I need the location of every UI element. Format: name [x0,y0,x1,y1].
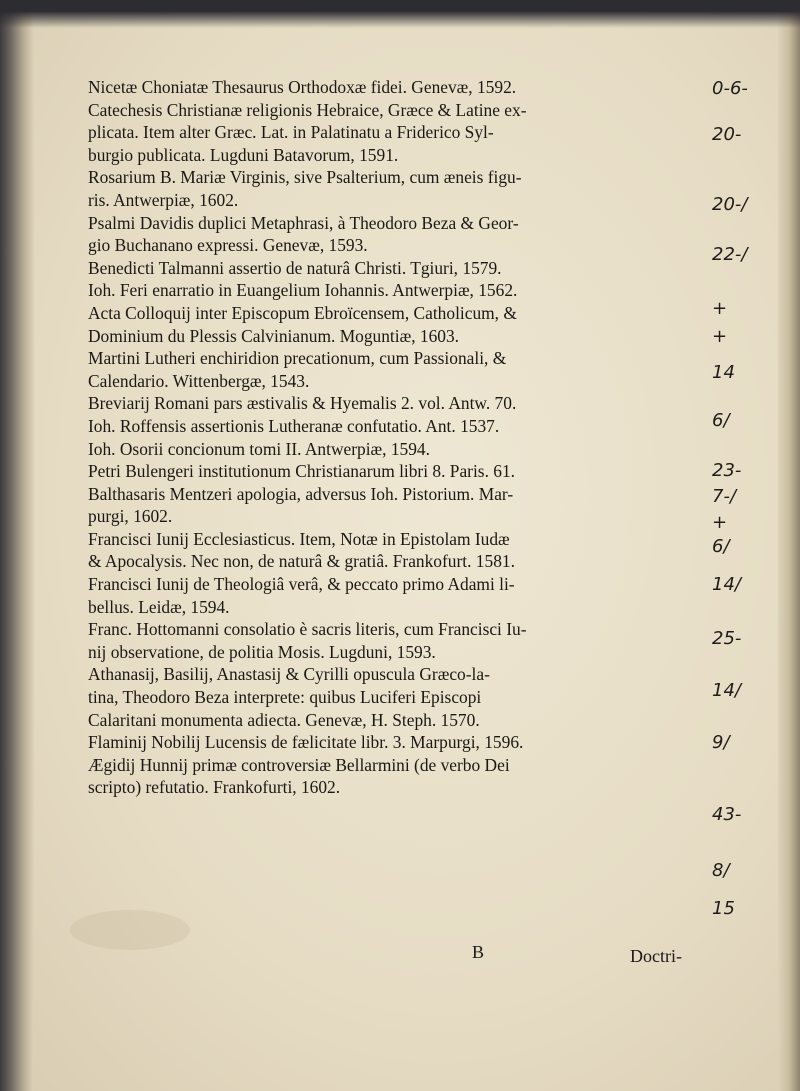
margin-note: 14/ [712,680,741,701]
entry-line: ris. Antwerpiæ, 1602. [88,189,239,210]
margin-note: 9/ [712,732,730,753]
entry-line: Dominium du Plessis Calvinianum. Moguntiæ, 1603. [88,325,460,346]
catalog-entry [88,415,710,438]
entry-line: purgi, 1602. [88,506,173,527]
catalog-entry [88,573,710,618]
signature-mark: B [472,942,485,962]
entry-line: Acta Colloquij inter Episcopum Ebroïcensem, Catholicum, & [88,302,517,323]
margin-note: 23- [712,460,742,481]
catalog-entry [88,618,710,663]
margin-note: 25- [712,628,742,649]
entry-line: Psalmi Davidis duplici Metaphrasi, à Theodoro Beza & Geor- [88,212,519,233]
entry-line: Flaminij Nobilij Lucensis de fælicitate libr. 3. Marpurgi, 1596. [88,732,524,753]
margin-note: 43- [712,804,742,825]
margin-note: 6/ [712,410,730,431]
margin-note: 6/ [712,536,730,557]
margin-note: 14/ [712,574,741,595]
margin-note: + [712,298,728,319]
entry-line: Nicetæ Choniatæ Thesaurus Orthodoxæ fidei. Genevæ, 1592. [88,77,517,97]
margin-note: 15 [712,898,735,919]
catalog-entries [88,76,710,799]
margin-note: 20-/ [712,194,748,215]
entry-line: Ægidij Hunnij primæ controversiæ Bellarmini (de verbo Dei [88,754,510,775]
catalog-entry [88,731,710,754]
catalog-entry [88,302,710,347]
book-binding [0,0,34,1091]
entry-line: Francisci Iunij Ecclesiasticus. Item, Notæ in Epistolam Iudæ [88,528,510,549]
entry-line: plicata. Item alter Græc. Lat. in Palatinatu a Friderico Syl- [88,122,494,143]
margin-note: 20- [712,124,742,145]
catalog-entry [88,99,710,167]
entry-line: Calaritani monumenta adiecta. Genevæ, H. Steph. 1570. [88,709,480,730]
entry-line: Calendario. Wittenbergæ, 1543. [88,370,310,391]
margin-note: + [712,512,728,533]
entry-line: Petri Bulengeri institutionum Christianarum libri 8. Paris. 61. [88,461,516,482]
catchword: Doctri- [630,946,682,966]
catalog-entry [88,528,710,573]
entry-line: Ioh. Roffensis assertionis Lutheranæ confutatio. Ant. 1537. [88,415,500,436]
entry-line: tina, Theodoro Beza interprete: quibus Luciferi Episcopi [88,687,482,708]
margin-note: 8/ [712,860,730,881]
top-shadow [0,0,800,28]
entry-line: Breviarij Romani pars æstivalis & Hyemalis 2. vol. Antw. 70. [88,393,517,414]
entry-line: & Apocalysis. Nec non, de naturâ & gratiâ. Frankofurt. 1581. [88,551,515,572]
catalog-entry [88,279,710,302]
entry-line: Ioh. Feri enarratio in Euangelium Iohannis. Antwerpiæ, 1562. [88,280,518,301]
entry-line: bellus. Leidæ, 1594. [88,596,230,617]
catalog-entry [88,347,710,392]
entry-line: gio Buchanano expressi. Genevæ, 1593. [88,235,368,256]
catalog-entry [88,663,710,731]
page-footer [0,942,800,972]
entry-line: scripto) refutatio. Frankofurti, 1602. [88,777,341,798]
entry-line: Rosarium B. Mariæ Virginis, sive Psalterium, cum æneis figu- [88,167,522,188]
margin-note: 0-6- [712,78,748,99]
catalog-entry [88,438,710,461]
entry-line: Franc. Hottomanni consolatio è sacris literis, cum Francisci Iu- [88,619,527,640]
margin-note: 22-/ [712,244,748,265]
catalog-entry [88,460,710,483]
entry-line: Benedicti Talmanni assertio de naturâ Christi. Tgiuri, 1579. [88,257,502,278]
page-edge [778,0,800,1091]
catalog-entry [88,483,710,528]
entry-line: Francisci Iunij de Theologiâ verâ, & peccato primo Adami li- [88,574,515,595]
catalog-entry [88,392,710,415]
entry-line: nij observatione, de politia Mosis. Lugduni, 1593. [88,641,436,662]
catalog-entry [88,257,710,280]
entry-line: Balthasaris Mentzeri apologia, adversus Ioh. Pistorium. Mar- [88,483,514,504]
margin-note: + [712,326,728,347]
margin-note: 7-/ [712,486,737,507]
entry-line: burgio publicata. Lugduni Batavorum, 1591. [88,144,399,165]
catalog-entry [88,166,710,211]
catalog-entry [88,212,710,257]
entry-line: Catechesis Christianæ religionis Hebraice, Græce & Latine ex- [88,99,527,120]
entry-line: Martini Lutheri enchiridion precationum, cum Passionali, & [88,348,507,369]
catalog-entry [88,76,710,99]
entry-line: Ioh. Osorii concionum tomi II. Antwerpiæ, 1594. [88,438,430,459]
margin-note: 14 [712,362,735,383]
catalog-entry [88,754,710,799]
entry-line: Athanasij, Basilij, Anastasij & Cyrilli opuscula Græco-la- [88,664,490,685]
